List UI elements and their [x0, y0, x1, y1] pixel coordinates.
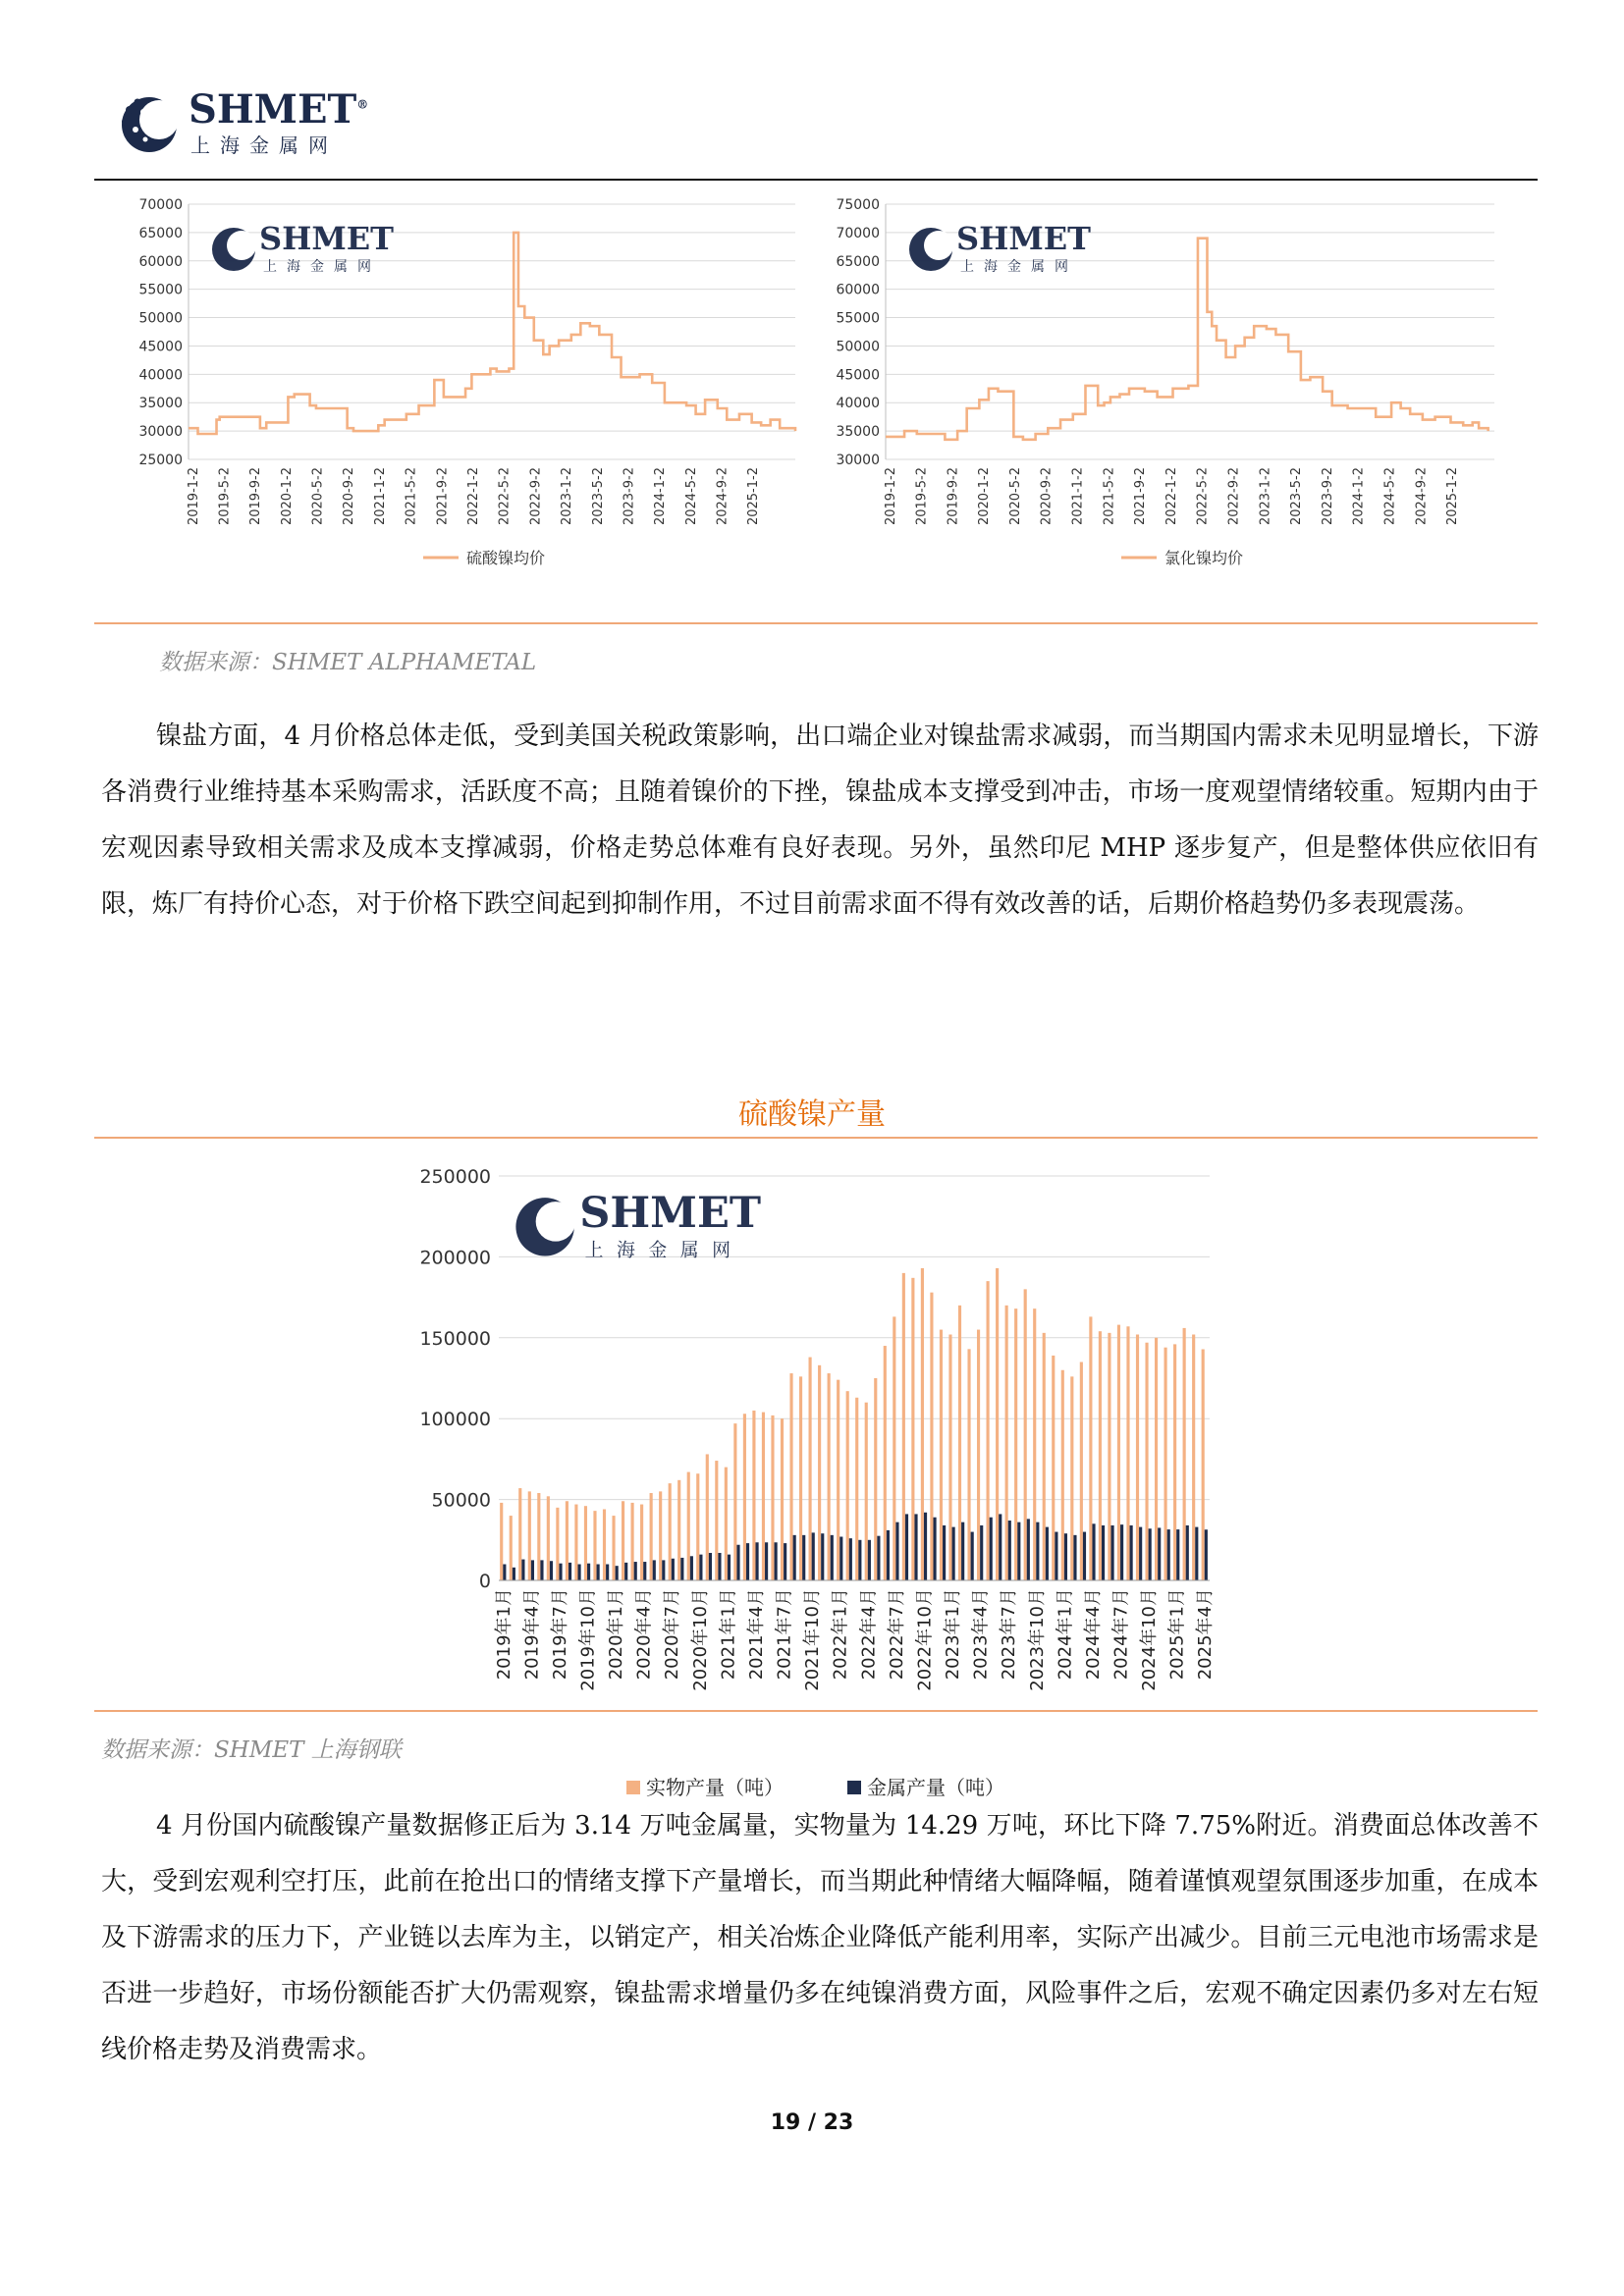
bar-physical-output	[733, 1423, 736, 1580]
bar-metal-output	[1102, 1525, 1105, 1580]
page-number: 19 / 23	[770, 2110, 854, 2135]
x-tick-label: 2019-5-2	[217, 467, 233, 526]
bar-physical-output	[1173, 1344, 1176, 1580]
x-tick-label: 2019年1月	[493, 1588, 514, 1681]
bar-metal-output	[616, 1566, 619, 1580]
bar-metal-output	[709, 1553, 712, 1580]
y-tick-label: 60000	[836, 282, 880, 298]
bar-metal-output	[1167, 1529, 1170, 1580]
bar-metal-output	[1083, 1532, 1086, 1580]
bar-physical-output	[510, 1516, 513, 1580]
bar-metal-output	[755, 1542, 758, 1580]
bar-metal-output	[699, 1555, 702, 1580]
x-tick-label: 2024-1-2	[653, 467, 669, 526]
bar-physical-output	[837, 1380, 839, 1580]
x-tick-label: 2020年4月	[633, 1588, 655, 1681]
bar-physical-output	[640, 1505, 643, 1580]
bar-physical-output	[996, 1268, 999, 1580]
bar-physical-output	[1117, 1325, 1120, 1580]
bar-metal-output	[680, 1558, 683, 1580]
bar-physical-output	[669, 1483, 672, 1580]
bar-physical-output	[958, 1306, 961, 1580]
bar-metal-output	[521, 1560, 524, 1580]
nickel-sulfate-output-chart	[383, 1148, 1267, 1799]
bar-metal-output	[503, 1565, 506, 1580]
bar-physical-output	[865, 1403, 868, 1580]
legend-swatch	[847, 1781, 861, 1794]
bar-physical-output	[911, 1278, 914, 1580]
bar-metal-output	[1064, 1533, 1067, 1580]
x-tick-label: 2025-1-2	[1445, 467, 1461, 526]
bar-physical-output	[659, 1491, 662, 1580]
x-tick-label: 2024年1月	[1055, 1588, 1076, 1681]
bar-physical-output	[518, 1488, 521, 1580]
bar-metal-output	[1149, 1528, 1152, 1580]
bar-physical-output	[631, 1503, 634, 1580]
bar-metal-output	[775, 1542, 778, 1580]
divider-1	[94, 622, 1538, 624]
watermark-logo	[212, 220, 394, 275]
svg-text:SHMET: SHMET	[259, 220, 394, 257]
bar-metal-output	[952, 1527, 955, 1580]
x-tick-label: 2019年10月	[577, 1588, 599, 1691]
x-tick-label: 2019-1-2	[186, 467, 201, 526]
x-tick-label: 2023-1-2	[1258, 467, 1273, 526]
x-tick-label: 2022年1月	[830, 1588, 851, 1681]
logo-brand: SHMET®	[189, 86, 369, 133]
x-tick-label: 2024年10月	[1139, 1588, 1161, 1691]
x-tick-label: 2019-9-2	[946, 467, 961, 526]
divider-3	[94, 1710, 1538, 1712]
bar-metal-output	[971, 1532, 974, 1580]
bar-metal-output	[1176, 1529, 1179, 1580]
bar-physical-output	[622, 1501, 624, 1580]
bar-metal-output	[839, 1537, 842, 1580]
x-tick-label: 2020-1-2	[977, 467, 993, 526]
x-tick-label: 2025年1月	[1166, 1588, 1188, 1681]
bar-physical-output	[687, 1472, 690, 1580]
x-tick-label: 2021-5-2	[404, 467, 419, 526]
y-tick-label: 60000	[138, 253, 183, 270]
bar-physical-output	[771, 1415, 774, 1580]
x-tick-label: 2022年7月	[886, 1588, 907, 1681]
svg-text:SHMET: SHMET	[579, 1187, 762, 1238]
x-tick-label: 2022-1-2	[1164, 467, 1179, 526]
bar-metal-output	[690, 1556, 693, 1580]
x-tick-label: 2020-9-2	[342, 467, 357, 526]
x-tick-label: 2023年7月	[999, 1588, 1020, 1681]
bar-physical-output	[1202, 1350, 1205, 1580]
bar-metal-output	[793, 1535, 796, 1580]
x-tick-label: 2020-9-2	[1039, 467, 1055, 526]
bar-metal-output	[550, 1561, 553, 1580]
y-tick-label: 50000	[138, 310, 183, 327]
bar-metal-output	[895, 1522, 898, 1580]
paragraph-1-text: 镍盐方面，4 月价格总体走低，受到美国关税政策影响，出口端企业对镍盐需求减弱，而当期国内需求未见明显增长，下游各消费行业维持基本采购需求，活跃度不高；且随着镍价的下挫，镍盐成本支撑受到冲击，市场一度观望情绪较重。短期内由于宏观因素导致相关需求及成本支撑减弱，价格走势总体难有良好表现。另外，虽然印尼 MHP 逐步复产，但是整体供应依旧有限，炼厂有持价心态，对于价格下跌空间起到抑制作用，不过目前需求面不得有效改善的话，后期价格趋势仍多表现震荡。	[101, 721, 1539, 919]
y-tick-label: 70000	[836, 225, 880, 241]
x-tick-label: 2024-9-2	[715, 467, 731, 526]
bar-metal-output	[568, 1563, 571, 1580]
bar-metal-output	[1195, 1527, 1198, 1580]
x-tick-label: 2023-9-2	[1320, 467, 1335, 526]
svg-text:SHMET: SHMET	[956, 220, 1091, 257]
bar-metal-output	[1073, 1535, 1076, 1580]
y-tick-label: 75000	[836, 197, 880, 213]
y-tick-label: 65000	[836, 253, 880, 270]
svg-text:上海金属网: 上海金属网	[960, 259, 1078, 275]
bar-physical-output	[818, 1365, 821, 1580]
legend-label: 实物产量（吨）	[646, 1776, 784, 1799]
bar-physical-output	[930, 1293, 933, 1580]
x-tick-label: 2020年7月	[662, 1588, 683, 1681]
nickel-chloride-price-chart	[805, 191, 1512, 604]
bar-physical-output	[1192, 1335, 1195, 1580]
bar-physical-output	[855, 1398, 858, 1580]
bar-physical-output	[547, 1496, 550, 1580]
bar-metal-output	[736, 1545, 739, 1580]
x-tick-label: 2021年7月	[774, 1588, 795, 1681]
bar-metal-output	[765, 1542, 768, 1580]
x-tick-label: 2021年10月	[802, 1588, 824, 1691]
bar-metal-output	[1139, 1527, 1142, 1580]
bar-physical-output	[1043, 1333, 1046, 1580]
bar-metal-output	[662, 1560, 665, 1580]
x-tick-label: 2019-1-2	[883, 467, 898, 526]
x-tick-label: 2024-5-2	[683, 467, 699, 526]
x-tick-label: 2021-9-2	[1133, 467, 1149, 526]
y-tick-label: 100000	[419, 1409, 491, 1431]
bar-physical-output	[574, 1505, 577, 1580]
y-tick-label: 25000	[138, 453, 183, 468]
nickel-sulfate-price-chart	[108, 191, 805, 604]
bar-metal-output	[1008, 1521, 1011, 1580]
bar-metal-output	[914, 1514, 917, 1580]
bar-metal-output	[540, 1560, 543, 1580]
bar-physical-output	[650, 1493, 653, 1580]
x-tick-label: 2025年4月	[1195, 1588, 1217, 1681]
x-tick-label: 2024-9-2	[1414, 467, 1430, 526]
x-tick-label: 2020年10月	[689, 1588, 711, 1691]
bar-metal-output	[634, 1562, 637, 1580]
source-note-1: 数据来源：SHMET ALPHAMETAL	[159, 650, 537, 675]
y-tick-label: 35000	[836, 424, 880, 441]
bar-metal-output	[887, 1530, 890, 1580]
x-tick-label: 2023-1-2	[560, 467, 575, 526]
x-tick-label: 2024年4月	[1082, 1588, 1104, 1681]
y-tick-label: 45000	[836, 367, 880, 384]
bar-physical-output	[1033, 1308, 1036, 1580]
bar-physical-output	[781, 1418, 784, 1580]
y-tick-label: 35000	[138, 396, 183, 412]
bar-metal-output	[1036, 1522, 1039, 1580]
bar-metal-output	[1046, 1527, 1049, 1580]
x-tick-label: 2023-5-2	[590, 467, 606, 526]
y-tick-label: 30000	[138, 424, 183, 441]
bar-metal-output	[961, 1522, 964, 1580]
bar-physical-output	[893, 1316, 895, 1580]
bar-physical-output	[1164, 1348, 1167, 1580]
bar-physical-output	[940, 1330, 943, 1580]
x-tick-label: 2022年10月	[914, 1588, 936, 1691]
svg-text:上海金属网: 上海金属网	[263, 259, 381, 275]
legend-swatch	[626, 1781, 640, 1794]
legend-label: 金属产量（吨）	[867, 1776, 1004, 1799]
bar-physical-output	[1183, 1328, 1186, 1580]
bar-metal-output	[868, 1540, 871, 1580]
y-tick-label: 45000	[138, 339, 183, 355]
bar-physical-output	[696, 1473, 699, 1580]
x-tick-label: 2025-1-2	[746, 467, 762, 526]
bar-metal-output	[1092, 1523, 1095, 1580]
paragraph-1	[101, 709, 1539, 933]
x-tick-label: 2019年4月	[521, 1588, 543, 1681]
logo-subtitle: 上海金属网	[190, 133, 338, 157]
bar-physical-output	[528, 1491, 531, 1580]
bar-physical-output	[556, 1508, 559, 1580]
bar-physical-output	[1070, 1376, 1073, 1580]
bar-metal-output	[718, 1553, 721, 1580]
bar-metal-output	[821, 1533, 824, 1580]
y-tick-label: 40000	[138, 367, 183, 384]
bar-physical-output	[1108, 1333, 1110, 1580]
bar-metal-output	[933, 1518, 936, 1580]
bar-physical-output	[1014, 1308, 1017, 1580]
x-tick-label: 2022-9-2	[1226, 467, 1242, 526]
header-logo	[116, 86, 371, 165]
paragraph-2	[101, 1798, 1539, 2078]
bar-metal-output	[1055, 1532, 1057, 1580]
y-tick-label: 0	[478, 1571, 491, 1592]
bar-physical-output	[1052, 1356, 1055, 1580]
x-tick-label: 2020年1月	[606, 1588, 627, 1681]
x-tick-label: 2022年4月	[858, 1588, 880, 1681]
bar-physical-output	[603, 1509, 606, 1580]
bar-physical-output	[593, 1511, 596, 1580]
bar-physical-output	[948, 1335, 951, 1580]
x-tick-label: 2022-9-2	[528, 467, 544, 526]
x-tick-label: 2019年7月	[549, 1588, 570, 1681]
x-tick-label: 2021年1月	[718, 1588, 739, 1681]
y-tick-label: 30000	[836, 453, 880, 468]
x-tick-label: 2024-1-2	[1351, 467, 1367, 526]
x-tick-label: 2021年4月	[745, 1588, 767, 1681]
bar-physical-output	[537, 1493, 540, 1580]
y-tick-label: 200000	[419, 1247, 491, 1269]
bar-metal-output	[513, 1568, 515, 1580]
bar-physical-output	[584, 1506, 587, 1580]
x-tick-label: 2021-1-2	[372, 467, 388, 526]
y-tick-label: 50000	[836, 339, 880, 355]
legend-label: 硫酸镍均价	[466, 549, 546, 567]
legend-label: 氯化镍均价	[1164, 549, 1244, 567]
bar-metal-output	[1205, 1529, 1208, 1580]
x-tick-label: 2023年1月	[943, 1588, 964, 1681]
bar-physical-output	[1089, 1316, 1092, 1580]
bar-physical-output	[500, 1503, 503, 1580]
bar-metal-output	[924, 1513, 927, 1580]
header-rule	[94, 179, 1538, 181]
bar-physical-output	[828, 1373, 831, 1580]
y-tick-label: 65000	[138, 225, 183, 241]
bar-metal-output	[1017, 1522, 1020, 1580]
source-note-2: 数据来源：SHMET 上海钢联	[101, 1737, 402, 1763]
bar-metal-output	[1130, 1525, 1133, 1580]
bar-physical-output	[967, 1349, 970, 1580]
bar-metal-output	[858, 1540, 861, 1580]
bar-metal-output	[1120, 1524, 1123, 1580]
bar-metal-output	[597, 1565, 600, 1580]
watermark-logo	[909, 220, 1091, 275]
bar-metal-output	[980, 1525, 983, 1580]
bar-physical-output	[1061, 1370, 1064, 1580]
watermark-logo	[515, 1188, 761, 1261]
x-tick-label: 2020-1-2	[279, 467, 295, 526]
x-tick-label: 2024年7月	[1110, 1588, 1132, 1681]
x-tick-label: 2019-5-2	[914, 467, 930, 526]
x-tick-label: 2023年10月	[1026, 1588, 1048, 1691]
bar-physical-output	[1145, 1343, 1148, 1580]
bar-metal-output	[559, 1564, 562, 1580]
divider-2	[94, 1137, 1538, 1139]
bar-physical-output	[884, 1346, 887, 1580]
bar-metal-output	[943, 1525, 946, 1580]
bar-physical-output	[921, 1268, 924, 1580]
bar-metal-output	[1158, 1527, 1161, 1580]
bar-physical-output	[846, 1391, 849, 1580]
x-tick-label: 2022-1-2	[465, 467, 481, 526]
x-tick-label: 2021-1-2	[1070, 467, 1086, 526]
bar-physical-output	[902, 1273, 905, 1580]
bar-metal-output	[587, 1564, 590, 1580]
y-tick-label: 50000	[431, 1489, 491, 1512]
x-tick-label: 2020-5-2	[310, 467, 326, 526]
bar-metal-output	[1110, 1525, 1113, 1580]
bar-physical-output	[1099, 1331, 1102, 1580]
x-tick-label: 2022-5-2	[1195, 467, 1211, 526]
bar-physical-output	[725, 1468, 728, 1580]
bar-metal-output	[531, 1560, 534, 1580]
bar-physical-output	[1126, 1326, 1129, 1580]
bar-physical-output	[566, 1501, 568, 1580]
x-tick-label: 2023年4月	[970, 1588, 992, 1681]
bar-metal-output	[577, 1565, 580, 1580]
y-tick-label: 40000	[836, 396, 880, 412]
bar-physical-output	[677, 1480, 680, 1580]
bar-metal-output	[999, 1514, 1001, 1580]
y-tick-label: 55000	[836, 310, 880, 327]
svg-text:上海金属网: 上海金属网	[584, 1239, 744, 1261]
x-tick-label: 2019-9-2	[248, 467, 264, 526]
x-tick-label: 2024-5-2	[1382, 467, 1398, 526]
bar-metal-output	[812, 1532, 815, 1580]
y-tick-label: 150000	[419, 1327, 491, 1350]
bar-metal-output	[1186, 1525, 1189, 1580]
bar-metal-output	[849, 1538, 852, 1580]
bar-physical-output	[874, 1378, 877, 1580]
y-tick-label: 250000	[419, 1166, 491, 1188]
bar-metal-output	[784, 1543, 786, 1580]
bar-physical-output	[762, 1413, 765, 1580]
paragraph-2-text: 4 月份国内硫酸镍产量数据修正后为 3.14 万吨金属量，实物量为 14.29 万吨，环比下降 7.75%附近。消费面总体改善不大，受到宏观利空打压，此前在抢出口的情绪支撑下产量增长，而当期此种情绪大幅降幅，随着谨慎观望氛围逐步加重，在成本及下游需求的压力下，产业链以去库为主，以销定产，相关冶炼企业降低产能利用率，实际产出减少。目前三元电池市场需求是否进一步趋好，市场份额能否扩大仍需观察，镍盐需求增量仍多在纯镍消费方面，风险事件之后，宏观不确定因素仍多对左右短线价格走势及消费需求。	[101, 1811, 1539, 2064]
x-tick-label: 2021-5-2	[1102, 467, 1117, 526]
bar-physical-output	[1155, 1338, 1158, 1580]
bar-physical-output	[715, 1461, 718, 1580]
bar-metal-output	[653, 1560, 656, 1580]
bar-physical-output	[1005, 1306, 1008, 1580]
bar-metal-output	[624, 1563, 627, 1580]
y-tick-label: 70000	[138, 197, 183, 213]
bar-physical-output	[1024, 1289, 1027, 1580]
bar-physical-output	[743, 1414, 746, 1580]
bar-physical-output	[977, 1330, 980, 1580]
bar-physical-output	[1080, 1362, 1083, 1580]
bar-physical-output	[752, 1411, 755, 1580]
bar-physical-output	[612, 1516, 615, 1580]
x-tick-label: 2023-5-2	[1289, 466, 1305, 526]
x-tick-label: 2022-5-2	[497, 467, 513, 526]
bar-metal-output	[746, 1543, 749, 1580]
x-tick-label: 2020-5-2	[1007, 467, 1023, 526]
bar-physical-output	[799, 1376, 802, 1580]
y-tick-label: 55000	[138, 282, 183, 298]
bar-metal-output	[877, 1536, 880, 1580]
x-tick-label: 2023-9-2	[622, 467, 637, 526]
bar-physical-output	[987, 1281, 990, 1580]
bar-metal-output	[802, 1535, 805, 1580]
section-title: 硫酸镍产量	[738, 1097, 886, 1132]
bar-physical-output	[789, 1373, 792, 1580]
shmet-logo-icon	[116, 90, 183, 159]
bar-physical-output	[706, 1454, 709, 1580]
bar-metal-output	[831, 1535, 834, 1580]
bar-metal-output	[990, 1518, 993, 1580]
bar-metal-output	[606, 1565, 609, 1580]
bar-metal-output	[905, 1514, 908, 1580]
bar-metal-output	[728, 1555, 731, 1580]
bar-physical-output	[809, 1358, 812, 1580]
bar-metal-output	[643, 1562, 646, 1580]
bar-metal-output	[672, 1559, 675, 1580]
x-tick-label: 2021-9-2	[435, 467, 451, 526]
bar-metal-output	[1027, 1519, 1030, 1580]
bar-physical-output	[1136, 1335, 1139, 1580]
